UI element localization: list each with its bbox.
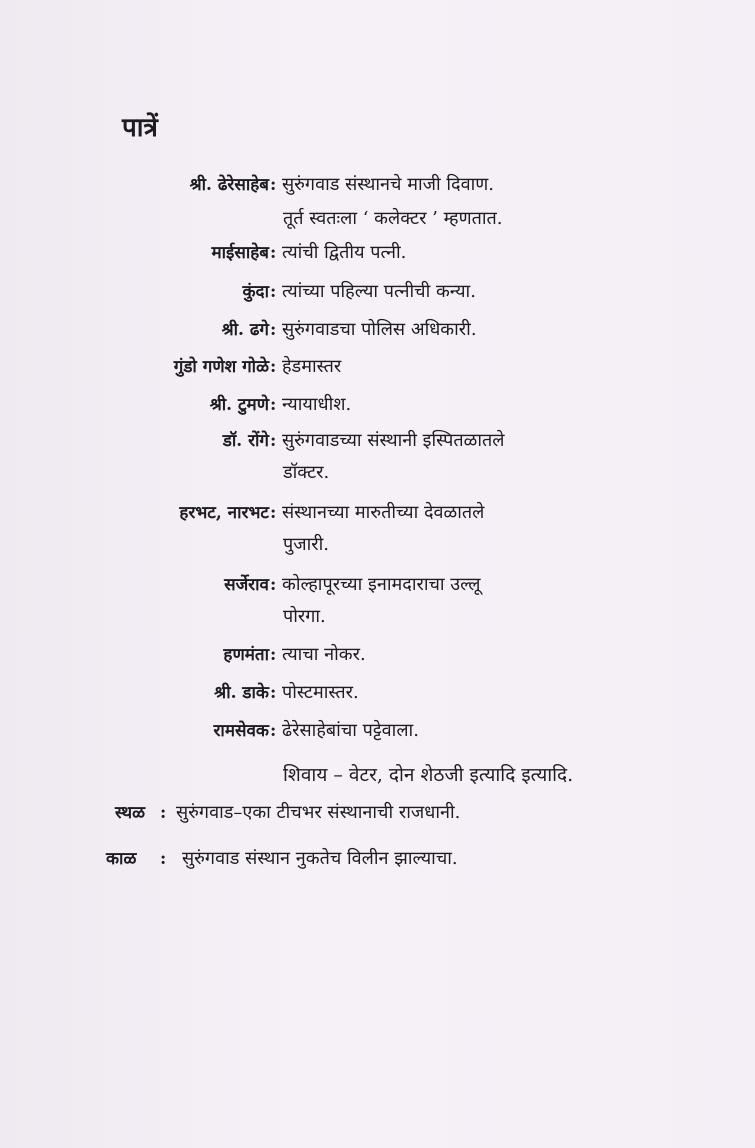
- character-description: हेडमास्तर: [282, 356, 342, 377]
- cast-entry: [0, 350, 755, 384]
- character-description: त्याचा नोकर.: [282, 644, 366, 665]
- character-description: संस्थानच्या मारुतीच्या देवळातले: [282, 502, 485, 523]
- cast-entry: [0, 313, 755, 347]
- cast-entry: [0, 424, 755, 458]
- character-description: त्यांच्या पहिल्या पत्नीची कन्या.: [282, 281, 476, 302]
- character-name: गुंडो गणेश गोळे: [173, 357, 269, 377]
- character-description: ढेरेसाहेबांचा पट्टेवाला.: [282, 720, 419, 741]
- character-description: सुरुंगवाड संस्थानचे माजी दिवाण.: [282, 174, 494, 195]
- colon: :: [270, 503, 277, 523]
- colon: :: [160, 803, 167, 823]
- character-name: हणमंता: [223, 645, 269, 665]
- character-description-cont: पोरगा.: [283, 606, 326, 627]
- setting-label: स्थळ: [115, 803, 146, 823]
- page-heading: पात्रें: [122, 113, 158, 143]
- setting-place: [0, 796, 755, 830]
- character-description: सुरुंगवाडच्या संस्थानी इस्पितळातले: [282, 430, 505, 451]
- character-description-cont: डॉक्टर.: [283, 462, 330, 483]
- character-name: माईसाहेब: [211, 243, 269, 263]
- cast-entry: [0, 168, 755, 202]
- colon: :: [270, 395, 277, 415]
- character-description: सुरुंगवाडचा पोलिस अधिकारी.: [282, 319, 477, 340]
- character-description: पोस्टमास्तर.: [282, 682, 359, 703]
- cast-entry: [0, 496, 755, 530]
- character-name: श्री. टुमणे: [209, 395, 269, 415]
- cast-entry: [0, 275, 755, 309]
- setting-label: काळ: [106, 849, 137, 869]
- character-name: श्री. डाके: [214, 683, 269, 703]
- colon: :: [160, 849, 167, 869]
- colon: :: [270, 575, 277, 595]
- colon: :: [270, 721, 277, 741]
- colon: :: [270, 683, 277, 703]
- cast-entry: [0, 388, 755, 422]
- character-description: न्यायाधीश.: [282, 394, 352, 415]
- colon: :: [270, 645, 277, 665]
- character-description-cont: तूर्त स्वतःला ‘ कलेक्टर ’ म्हणतात.: [283, 208, 503, 229]
- character-name: हरभट, नारभट: [179, 503, 269, 523]
- cast-entry: [0, 638, 755, 672]
- colon: :: [270, 175, 277, 195]
- character-name: डॉ. रोंगे: [222, 431, 269, 451]
- colon: :: [270, 431, 277, 451]
- other-characters: शिवाय – वेटर, दोन शेठजी इत्यादि इत्यादि.: [283, 764, 574, 786]
- cast-entry: [0, 236, 755, 270]
- cast-entry: [0, 568, 755, 602]
- cast-entry: [0, 676, 755, 710]
- character-name: श्री. ढेरेसाहेब: [189, 175, 269, 195]
- colon: :: [270, 243, 277, 263]
- character-description: त्यांची द्वितीय पत्नी.: [282, 242, 407, 263]
- setting-time: [0, 842, 755, 876]
- colon: :: [270, 357, 277, 377]
- character-name: कुंदा: [242, 282, 269, 302]
- character-name: सर्जेराव: [224, 575, 269, 595]
- setting-text: सुरुंगवाड संस्थान नुकतेच विलीन झाल्याचा.: [182, 848, 458, 869]
- colon: :: [270, 320, 277, 340]
- colon: :: [270, 282, 277, 302]
- character-name: श्री. ढगे: [221, 320, 269, 340]
- character-description-cont: पुजारी.: [283, 534, 329, 555]
- cast-entry: [0, 714, 755, 748]
- character-name: रामसेवक: [213, 721, 269, 741]
- setting-text: सुरुंगवाड–एका टीचभर संस्थानाची राजधानी.: [176, 802, 461, 823]
- character-description: कोल्हापूरच्या इनामदाराचा उल्लू: [282, 574, 481, 595]
